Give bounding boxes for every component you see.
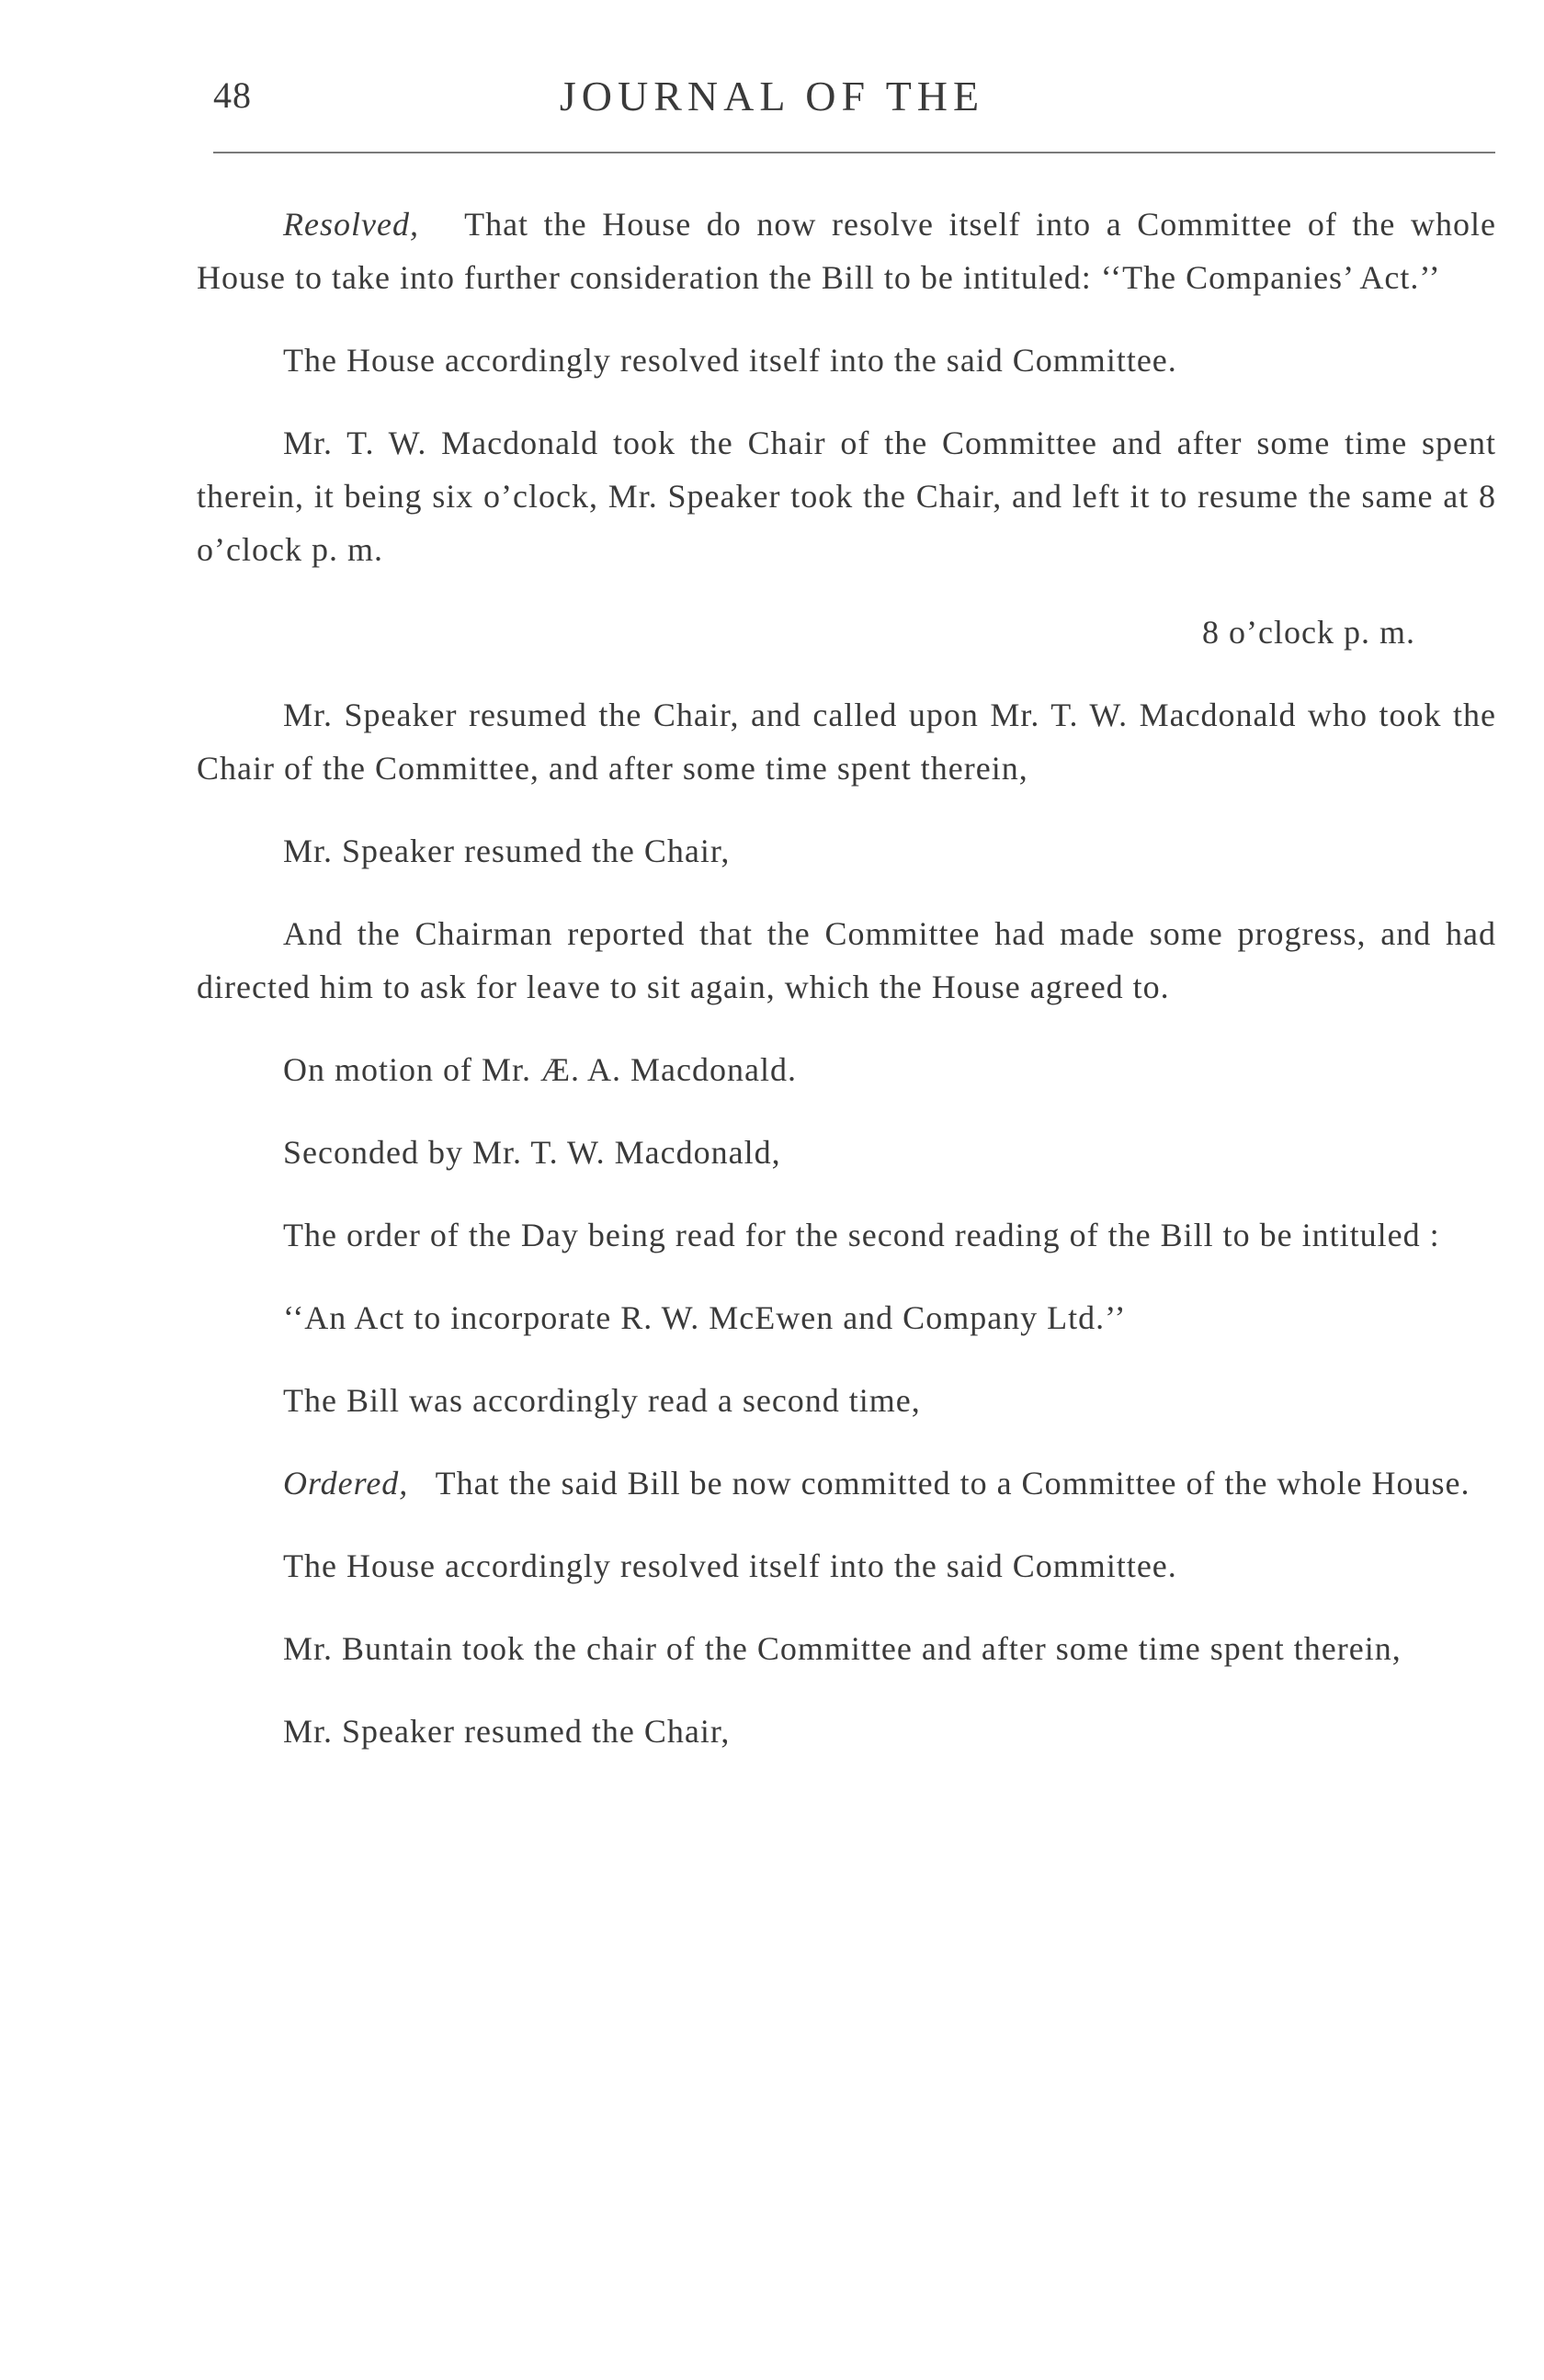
paragraph: Mr. Speaker resumed the Chair, and called upon Mr. T. W. Macdonald who took the Chair of the Committee, and after some time spent therein,	[197, 697, 1496, 787]
paragraph: Mr. Buntain took the chair of the Committee and after some time spent therein,	[283, 1630, 1402, 1667]
time-heading: 8 o’clock p. m.	[1202, 614, 1415, 651]
paragraph-resolved	[197, 198, 1496, 304]
paragraph: The order of the Day being read for the second reading of the Bill to be intituled :	[283, 1217, 1440, 1253]
paragraph-text: That the said Bill be now committed to a Committee of the whole House.	[435, 1465, 1470, 1502]
paragraph-ordered	[197, 1456, 1496, 1510]
paragraph: Mr. Speaker resumed the Chair,	[283, 833, 731, 869]
resolved-lead: Resolved,	[283, 206, 419, 243]
ordered-lead: Ordered,	[283, 1465, 409, 1502]
running-head: JOURNAL OF THE	[559, 73, 985, 119]
paragraph: The House accordingly resolved itself into the said Committee.	[283, 342, 1177, 379]
paragraph: Seconded by Mr. T. W. Macdonald,	[283, 1134, 781, 1171]
paragraph: Mr. T. W. Macdonald took the Chair of the Committee and after some time spent therein, it being six o’clock, Mr. Speaker took the Chair, and left it to resume the same at 8 o’clock p. m.	[197, 425, 1496, 568]
paragraph: The Bill was accordingly read a second time,	[283, 1382, 921, 1419]
paragraph: And the Chairman reported that the Committee had made some progress, and had directed him to ask for leave to sit again, which the House agreed to.	[197, 915, 1496, 1005]
paragraph-text: That the House do now resolve itself into a Committee of the whole House to take into further consideration the Bill to be intituled: ‘‘The Companies’ Act.’’	[197, 206, 1496, 296]
header-rule	[213, 152, 1495, 153]
paragraph: Mr. Speaker resumed the Chair,	[283, 1713, 731, 1750]
paragraph: On motion of Mr. Æ. A. Macdonald.	[283, 1051, 797, 1088]
page-number: 48	[213, 74, 252, 116]
bill-title: ‘‘An Act to incorporate R. W. McEwen and Company Ltd.’’	[283, 1299, 1127, 1336]
paragraph: The House accordingly resolved itself into the said Committee.	[283, 1547, 1177, 1584]
journal-body	[197, 198, 1496, 1758]
